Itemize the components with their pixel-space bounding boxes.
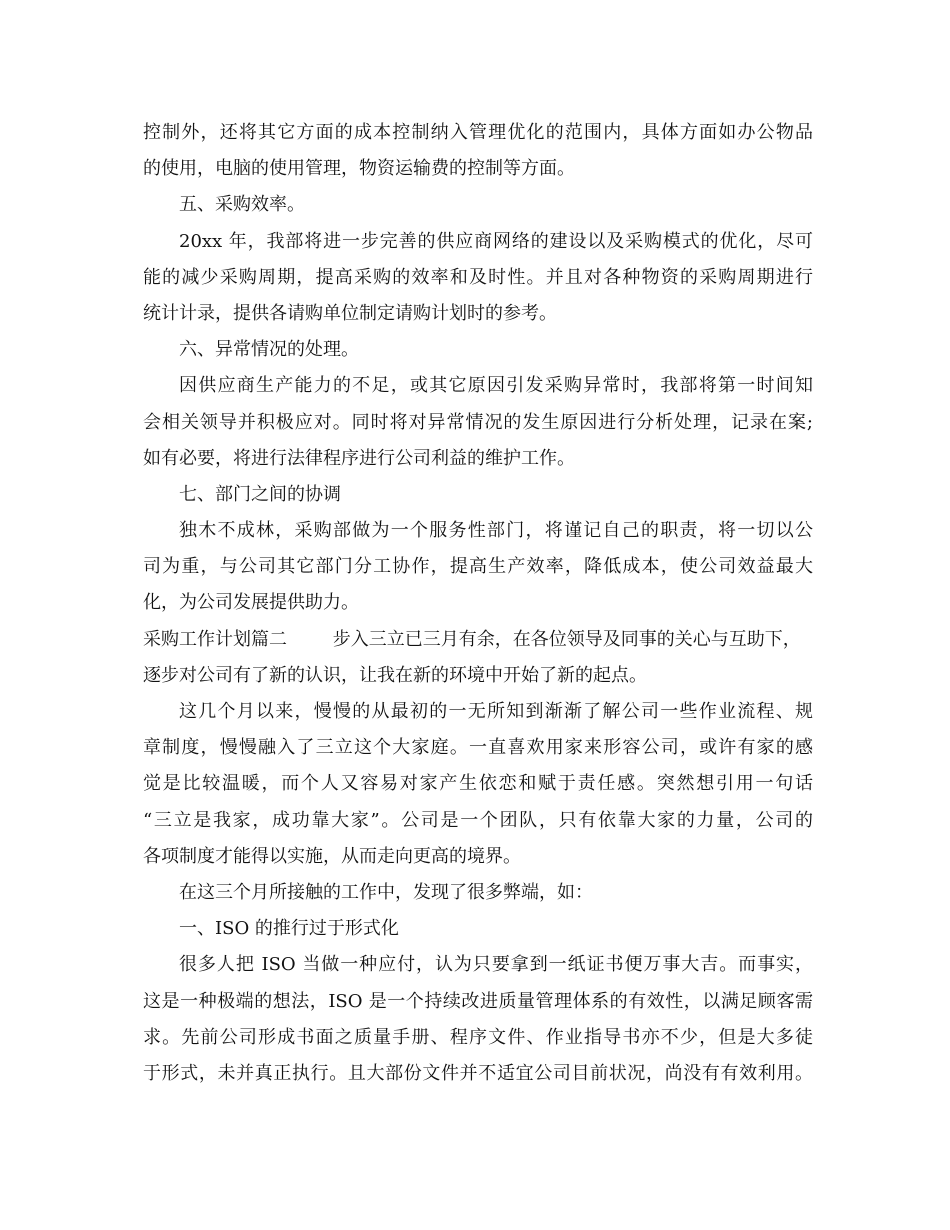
- text-line: “三立是我家，成功靠大家”。公司是一个团队，只有依靠大家的力量，公司的: [143, 809, 813, 831]
- text-line: 采购工作计划篇二 步入三立已三月有余，在各位领导及同事的关心与互助下，: [143, 628, 801, 650]
- text-line: 司为重，与公司其它部门分工协作，提高生产效率，降低成本，使公司效益最大: [143, 556, 813, 578]
- text-line: 的使用，电脑的使用管理，物资运输费的控制等方面。: [143, 158, 575, 180]
- section-heading: 六、异常情况的处理。: [179, 339, 359, 361]
- section-heading: 五、采购效率。: [179, 194, 305, 216]
- text-line: 这几个月以来，慢慢的从最初的一无所知到渐渐了解公司一些作业流程、规: [179, 701, 813, 722]
- text-line: 在这三个月所接触的工作中，发现了很多弊端，如：: [179, 881, 593, 903]
- text-line: 能的减少采购周期，提高采购的效率和及时性。并且对各种物资的采购周期进行: [143, 266, 813, 288]
- text-line: 于形式，未并真正执行。且大部份文件并不适宜公司目前状况，尚没有有效利用。: [143, 1062, 813, 1084]
- text-line: 化，为公司发展提供助力。: [143, 592, 359, 614]
- text-line: 会相关领导并积极应对。同时将对异常情况的发生原因进行分析处理，记录在案;: [143, 411, 813, 433]
- text-line: 因供应商生产能力的不足，或其它原因引发采购异常时，我部将第一时间知: [179, 375, 813, 397]
- section-heading: 七、部门之间的协调: [179, 483, 341, 505]
- text-line: 这是一种极端的想法，ISO 是一个持续改进质量管理体系的有效性，以满足顾客需: [143, 990, 813, 1012]
- text-line: 章制度，慢慢融入了三立这个大家庭。一直喜欢用家来形容公司，或许有家的感: [143, 737, 813, 759]
- text-line: 逐步对公司有了新的认识，让我在新的环境中开始了新的起点。: [143, 664, 647, 686]
- text-line: 如有必要，将进行法律程序进行公司利益的维护工作。: [143, 447, 575, 469]
- text-line: 20xx 年，我部将进一步完善的供应商网络的建设以及采购模式的优化，尽可: [179, 230, 813, 252]
- text-line: 独木不成林，采购部做为一个服务性部门，将谨记自己的职责，将一切以公: [179, 520, 813, 542]
- text-line: 控制外，还将其它方面的成本控制纳入管理优化的范围内，具体方面如办公物品: [143, 122, 813, 143]
- document-body: [143, 115, 813, 1092]
- text-line: 很多人把 ISO 当做一种应付，认为只要拿到一纸证书便万事大吉。而事实，: [179, 954, 813, 976]
- section-heading: 一、ISO 的推行过于形式化: [179, 918, 399, 940]
- text-line: 统计计录，提供各请购单位制定请购计划时的参考。: [143, 302, 557, 324]
- text-line: 求。先前公司形成书面之质量手册、程序文件、作业指导书亦不少，但是大多徒: [143, 1026, 813, 1048]
- text-line: 各项制度才能得以实施，从而走向更高的境界。: [143, 845, 521, 867]
- text-line: 觉是比较温暖，而个人又容易对家产生依恋和赋于责任感。突然想引用一句话: [143, 773, 813, 795]
